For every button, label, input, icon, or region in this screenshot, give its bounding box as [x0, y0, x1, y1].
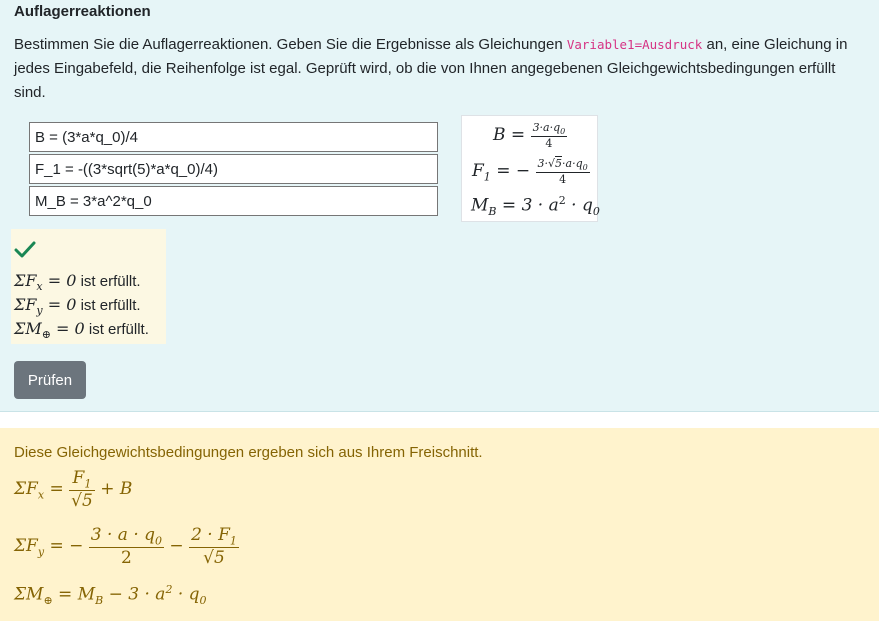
instruction-text-start: Bestimmen Sie die Auflagerreaktionen. Geben Sie die Ergebnisse als Gleichungen [14, 36, 567, 53]
feedback-box [11, 229, 166, 344]
submit-button[interactable]: Prüfen [14, 361, 86, 399]
fraction-fy-1: $\frac{3 \cdot a \cdot q_0}{2}$ [90, 525, 163, 569]
preview-row-f1: $F_1$ = − $\frac{3\cdot√5\cdot a\cdot q_0}{4}$ [472, 157, 588, 187]
fraction-fy-2: $\frac{2 \cdot F_1}{√5}$ [191, 525, 237, 569]
condition-fy: $\Sigma F_y = 0$ ist erfüllt. [14, 295, 141, 317]
check-icon [14, 241, 36, 259]
panel-divider [0, 411, 879, 412]
solution-intro: Diese Gleichgewichtsbedingungen ergeben sich aus Ihrem Freischnitt. [14, 444, 483, 461]
preview-fraction-f1: $\frac{3\cdot√5\cdot a\cdot q_0}{4}$ [537, 157, 588, 187]
equation-fx: $\Sigma F_x$ = $\frac{F_1}{√5}$ + B [14, 468, 133, 512]
preview-row-mb: $M_B = 3 \cdot a^2 \cdot q_0$ [471, 194, 600, 219]
task-title: Auflagerreaktionen [14, 3, 151, 20]
answer-input-2[interactable] [29, 154, 438, 184]
task-instruction [14, 33, 869, 105]
answer-input-3[interactable] [29, 186, 438, 216]
preview-fraction-b: $\frac{3\cdot a\cdot q_0}{4}$ [532, 121, 566, 151]
equation-m: $\Sigma M_\oplus = M_B - 3 \cdot a^2 \cdot q_0$ [14, 583, 207, 608]
solution-panel [0, 428, 879, 621]
condition-m: $\Sigma M_\oplus = 0$ ist erfüllt. [14, 319, 149, 341]
instruction-text-end: an, eine Gleichung in jedes Eingabefeld, die Reihenfolge ist egal. Geprüft wird, ob die von Ihnen angegebenen Gleichgewichtsbedingungen erfüllt sind. [14, 36, 848, 101]
instruction-code: Variable1=Ausdruck [566, 37, 703, 52]
fraction-fx: $\frac{F_1}{√5}$ [71, 468, 93, 512]
preview-row-b: B = $\frac{3\cdot a\cdot q_0}{4}$ [493, 121, 566, 151]
condition-fx: $\Sigma F_x = 0$ ist erfüllt. [14, 271, 141, 293]
equation-fy: $\Sigma F_y$ = − $\frac{3 \cdot a \cdot q_0}{2}$ − $\frac{2 \cdot F_1}{√5}$ [14, 525, 237, 569]
answer-input-1[interactable] [29, 122, 438, 152]
math-preview [461, 115, 598, 222]
